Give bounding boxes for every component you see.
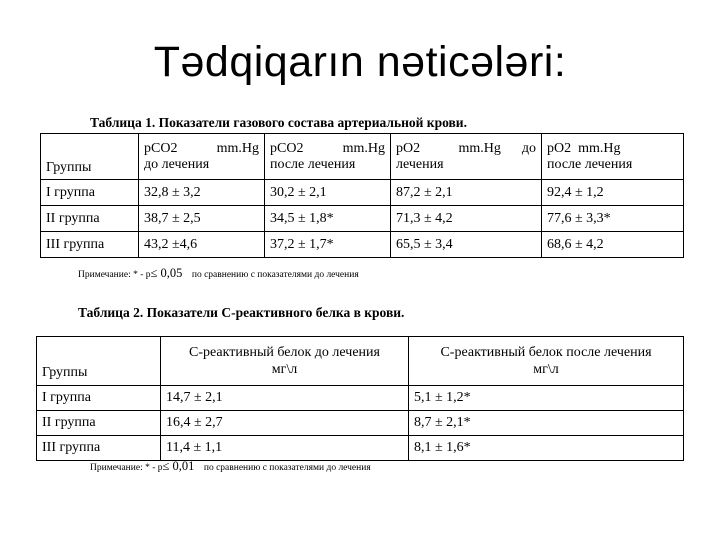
table1-header-groups: Группы — [41, 134, 139, 180]
table2-header-crp-after: С-реактивный белок после лечения мг\л — [409, 337, 684, 386]
table2-header-crp-before: С-реактивный белок до лечения мг\л — [161, 337, 409, 386]
table-cell: 87,2 ± 2,1 — [391, 180, 542, 206]
table2-header-groups: Группы — [37, 337, 161, 386]
crp-table — [36, 336, 684, 461]
table-row — [37, 411, 684, 436]
table2-caption: Таблица 2. Показатели С-реактивного белка в крови. — [78, 305, 405, 320]
table-cell: 32,8 ± 3,2 — [139, 180, 265, 206]
table-cell: 65,5 ± 3,4 — [391, 232, 542, 258]
table1-footnote: Примечание: * - р≤ 0,05 по сравнению с показателями до лечения — [78, 266, 359, 280]
table-cell: III группа — [37, 436, 161, 461]
table1-header-row — [41, 134, 684, 180]
table-cell: II группа — [37, 411, 161, 436]
table-cell: I группа — [41, 180, 139, 206]
table-cell: 34,5 ± 1,8* — [265, 206, 391, 232]
table2-footnote: Примечание: * - р≤ 0,01 по сравнению с показателями до лечения — [90, 459, 371, 473]
table-row — [41, 232, 684, 258]
table-cell: 38,7 ± 2,5 — [139, 206, 265, 232]
table-cell: II группа — [41, 206, 139, 232]
table-cell: 11,4 ± 1,1 — [161, 436, 409, 461]
table1-header-po2-after: pO2 mm.Hg после лечения — [542, 134, 684, 180]
table-cell: 16,4 ± 2,7 — [161, 411, 409, 436]
slide-title: Tədqiqarın nəticələri: — [153, 38, 567, 86]
table-cell: 8,7 ± 2,1* — [409, 411, 684, 436]
table1-header-pco2-before: pCO2 mm.Hg до лечения — [139, 134, 265, 180]
table-cell: III группа — [41, 232, 139, 258]
table-cell: 92,4 ± 1,2 — [542, 180, 684, 206]
table-row — [41, 180, 684, 206]
table-cell: 43,2 ±4,6 — [139, 232, 265, 258]
table1-header-po2-before: pO2 mm.Hg до лечения — [391, 134, 542, 180]
blood-gas-table — [40, 133, 684, 258]
table-cell: 77,6 ± 3,3* — [542, 206, 684, 232]
table-cell: 30,2 ± 2,1 — [265, 180, 391, 206]
table2-header-row — [37, 337, 684, 386]
table-row — [37, 386, 684, 411]
table-cell: I группа — [37, 386, 161, 411]
table-cell: 8,1 ± 1,6* — [409, 436, 684, 461]
table-cell: 37,2 ± 1,7* — [265, 232, 391, 258]
table-cell: 68,6 ± 4,2 — [542, 232, 684, 258]
table1-caption: Таблица 1. Показатели газового состава артериальной крови. — [90, 115, 467, 130]
table-row — [37, 436, 684, 461]
table-cell: 5,1 ± 1,2* — [409, 386, 684, 411]
table-cell: 71,3 ± 4,2 — [391, 206, 542, 232]
table-row — [41, 206, 684, 232]
table1-header-pco2-after: pCO2 mm.Hg после лечения — [265, 134, 391, 180]
table-cell: 14,7 ± 2,1 — [161, 386, 409, 411]
